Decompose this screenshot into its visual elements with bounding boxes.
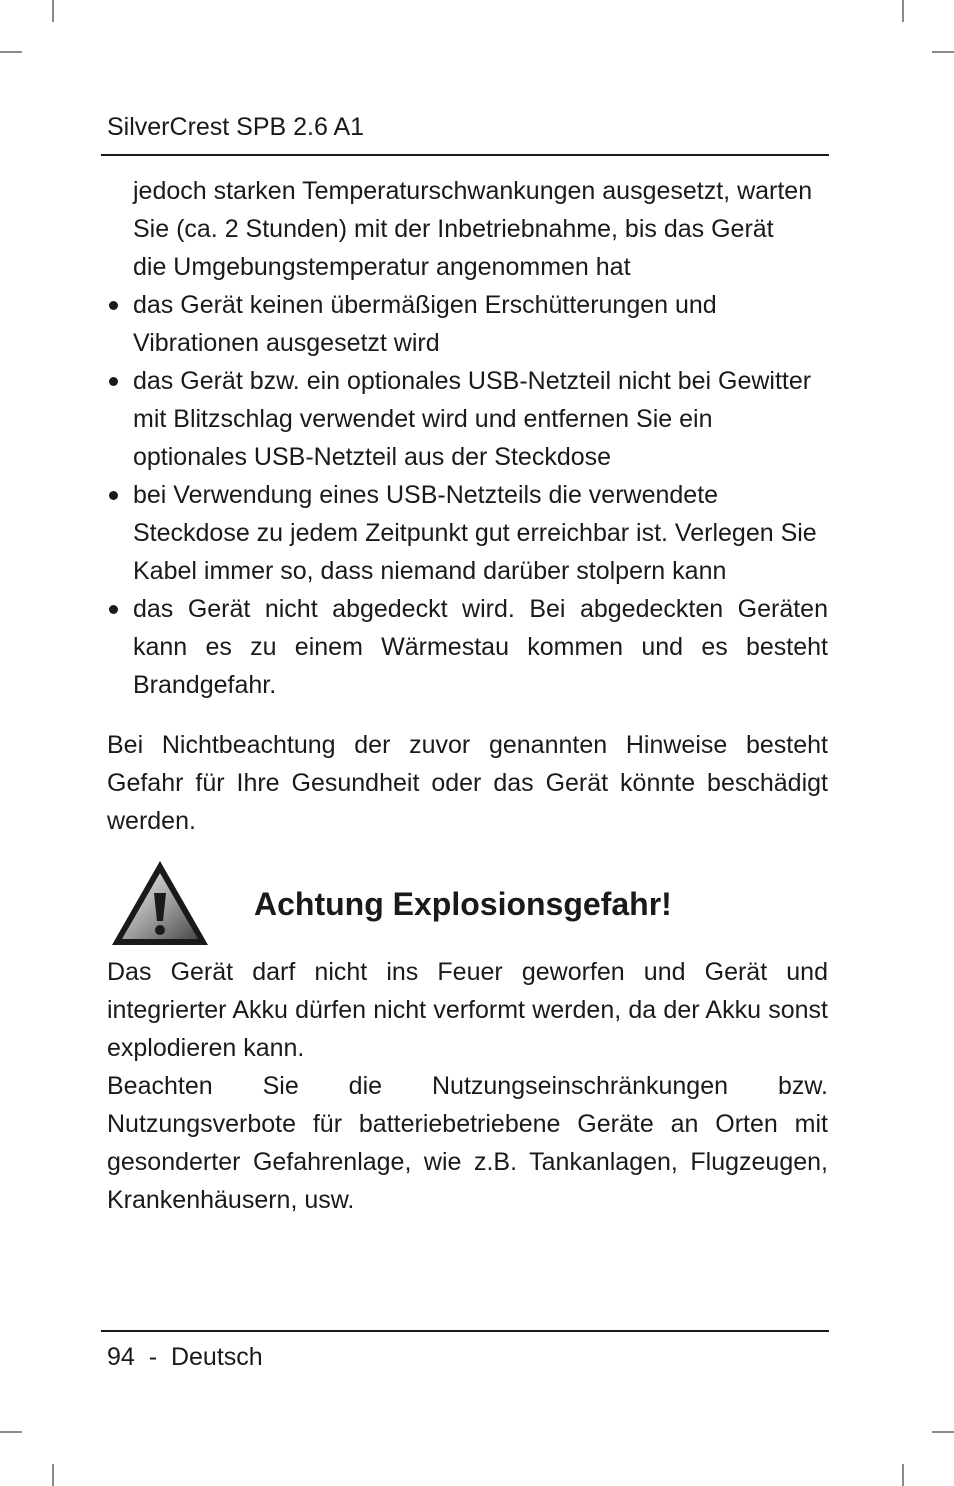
warning-triangle-icon [110, 859, 210, 948]
bullet-icon [109, 301, 118, 310]
footer-rule [101, 1330, 829, 1332]
running-header [107, 112, 364, 142]
crop-mark [52, 1464, 54, 1486]
bullet-icon [109, 491, 118, 500]
safety-list-section [107, 172, 828, 840]
bullet-list [107, 286, 828, 704]
list-item-text: das Gerät bzw. ein optionales USB-Netzteil nicht bei Gewitter mit Blitzschlag verwendet wird und entfernen Sie ein optionales USB-Netzteil aus der Steckdose [133, 367, 812, 471]
crop-mark [932, 1431, 954, 1433]
bullet-icon [109, 377, 118, 386]
list-item-text: bei Verwendung eines USB-Netzteils die verwendete Steckdose zu jedem Zeitpunkt gut erreichbar ist. Verlegen Sie Kabel immer so, dass niemand darüber stolpern kann [133, 481, 817, 585]
page-number: 94 [107, 1343, 135, 1371]
continuation-line: jedoch starken Temperaturschwankungen ausgesetzt, warten [133, 177, 813, 205]
page-footer [107, 1342, 263, 1372]
continuation-line: Sie (ca. 2 Stunden) mit der Inbetriebnahme, bis das Gerät [133, 215, 774, 243]
crop-mark [932, 51, 954, 53]
footer-separator: - [148, 1343, 158, 1371]
warning-heading-row [107, 858, 828, 950]
crop-mark [902, 1464, 904, 1486]
list-item [107, 362, 828, 476]
footer-language: Deutsch [170, 1343, 263, 1371]
notice-paragraph: Bei Nichtbeachtung der zuvor genannten Hinweise besteht Gefahr für Ihre Gesundheit oder das Gerät könnte beschädigt werden. [107, 731, 828, 835]
crop-mark [0, 51, 22, 53]
list-item [107, 476, 828, 590]
document-title: SilverCrest SPB 2.6 A1 [107, 113, 365, 141]
list-item-text: das Gerät keinen übermäßigen Erschütterungen und Vibrationen ausgesetzt wird [133, 291, 717, 357]
continuation-line: die Umgebungstemperatur angenommen hat [133, 253, 631, 281]
list-item-text: das Gerät nicht abgedeckt wird. Bei abgedeckten Geräten kann es zu einem Wärmestau kommen und es besteht Brandgefahr. [133, 595, 828, 699]
crop-mark [52, 0, 54, 22]
warning-section [107, 953, 828, 1219]
header-rule [101, 154, 829, 156]
warning-paragraph: Beachten Sie die Nutzungseinschränkungen bzw. Nutzungsverbote für batteriebetriebene Geräte an Orten mit gesonderter Gefahrenlage, wie z.B. Tankanlagen, Flugzeugen, Krankenhäusern, usw. [107, 1072, 828, 1214]
crop-mark [902, 0, 904, 22]
crop-mark [0, 1431, 22, 1433]
list-item [107, 590, 828, 704]
bullet-icon [109, 605, 118, 614]
warning-title: Achtung Explosionsgefahr! [254, 886, 672, 922]
warning-paragraph: Das Gerät darf nicht ins Feuer geworfen und Gerät und integrierter Akku dürfen nicht verformt werden, da der Akku sonst explodieren kann. [107, 958, 828, 1062]
list-item [107, 286, 828, 362]
